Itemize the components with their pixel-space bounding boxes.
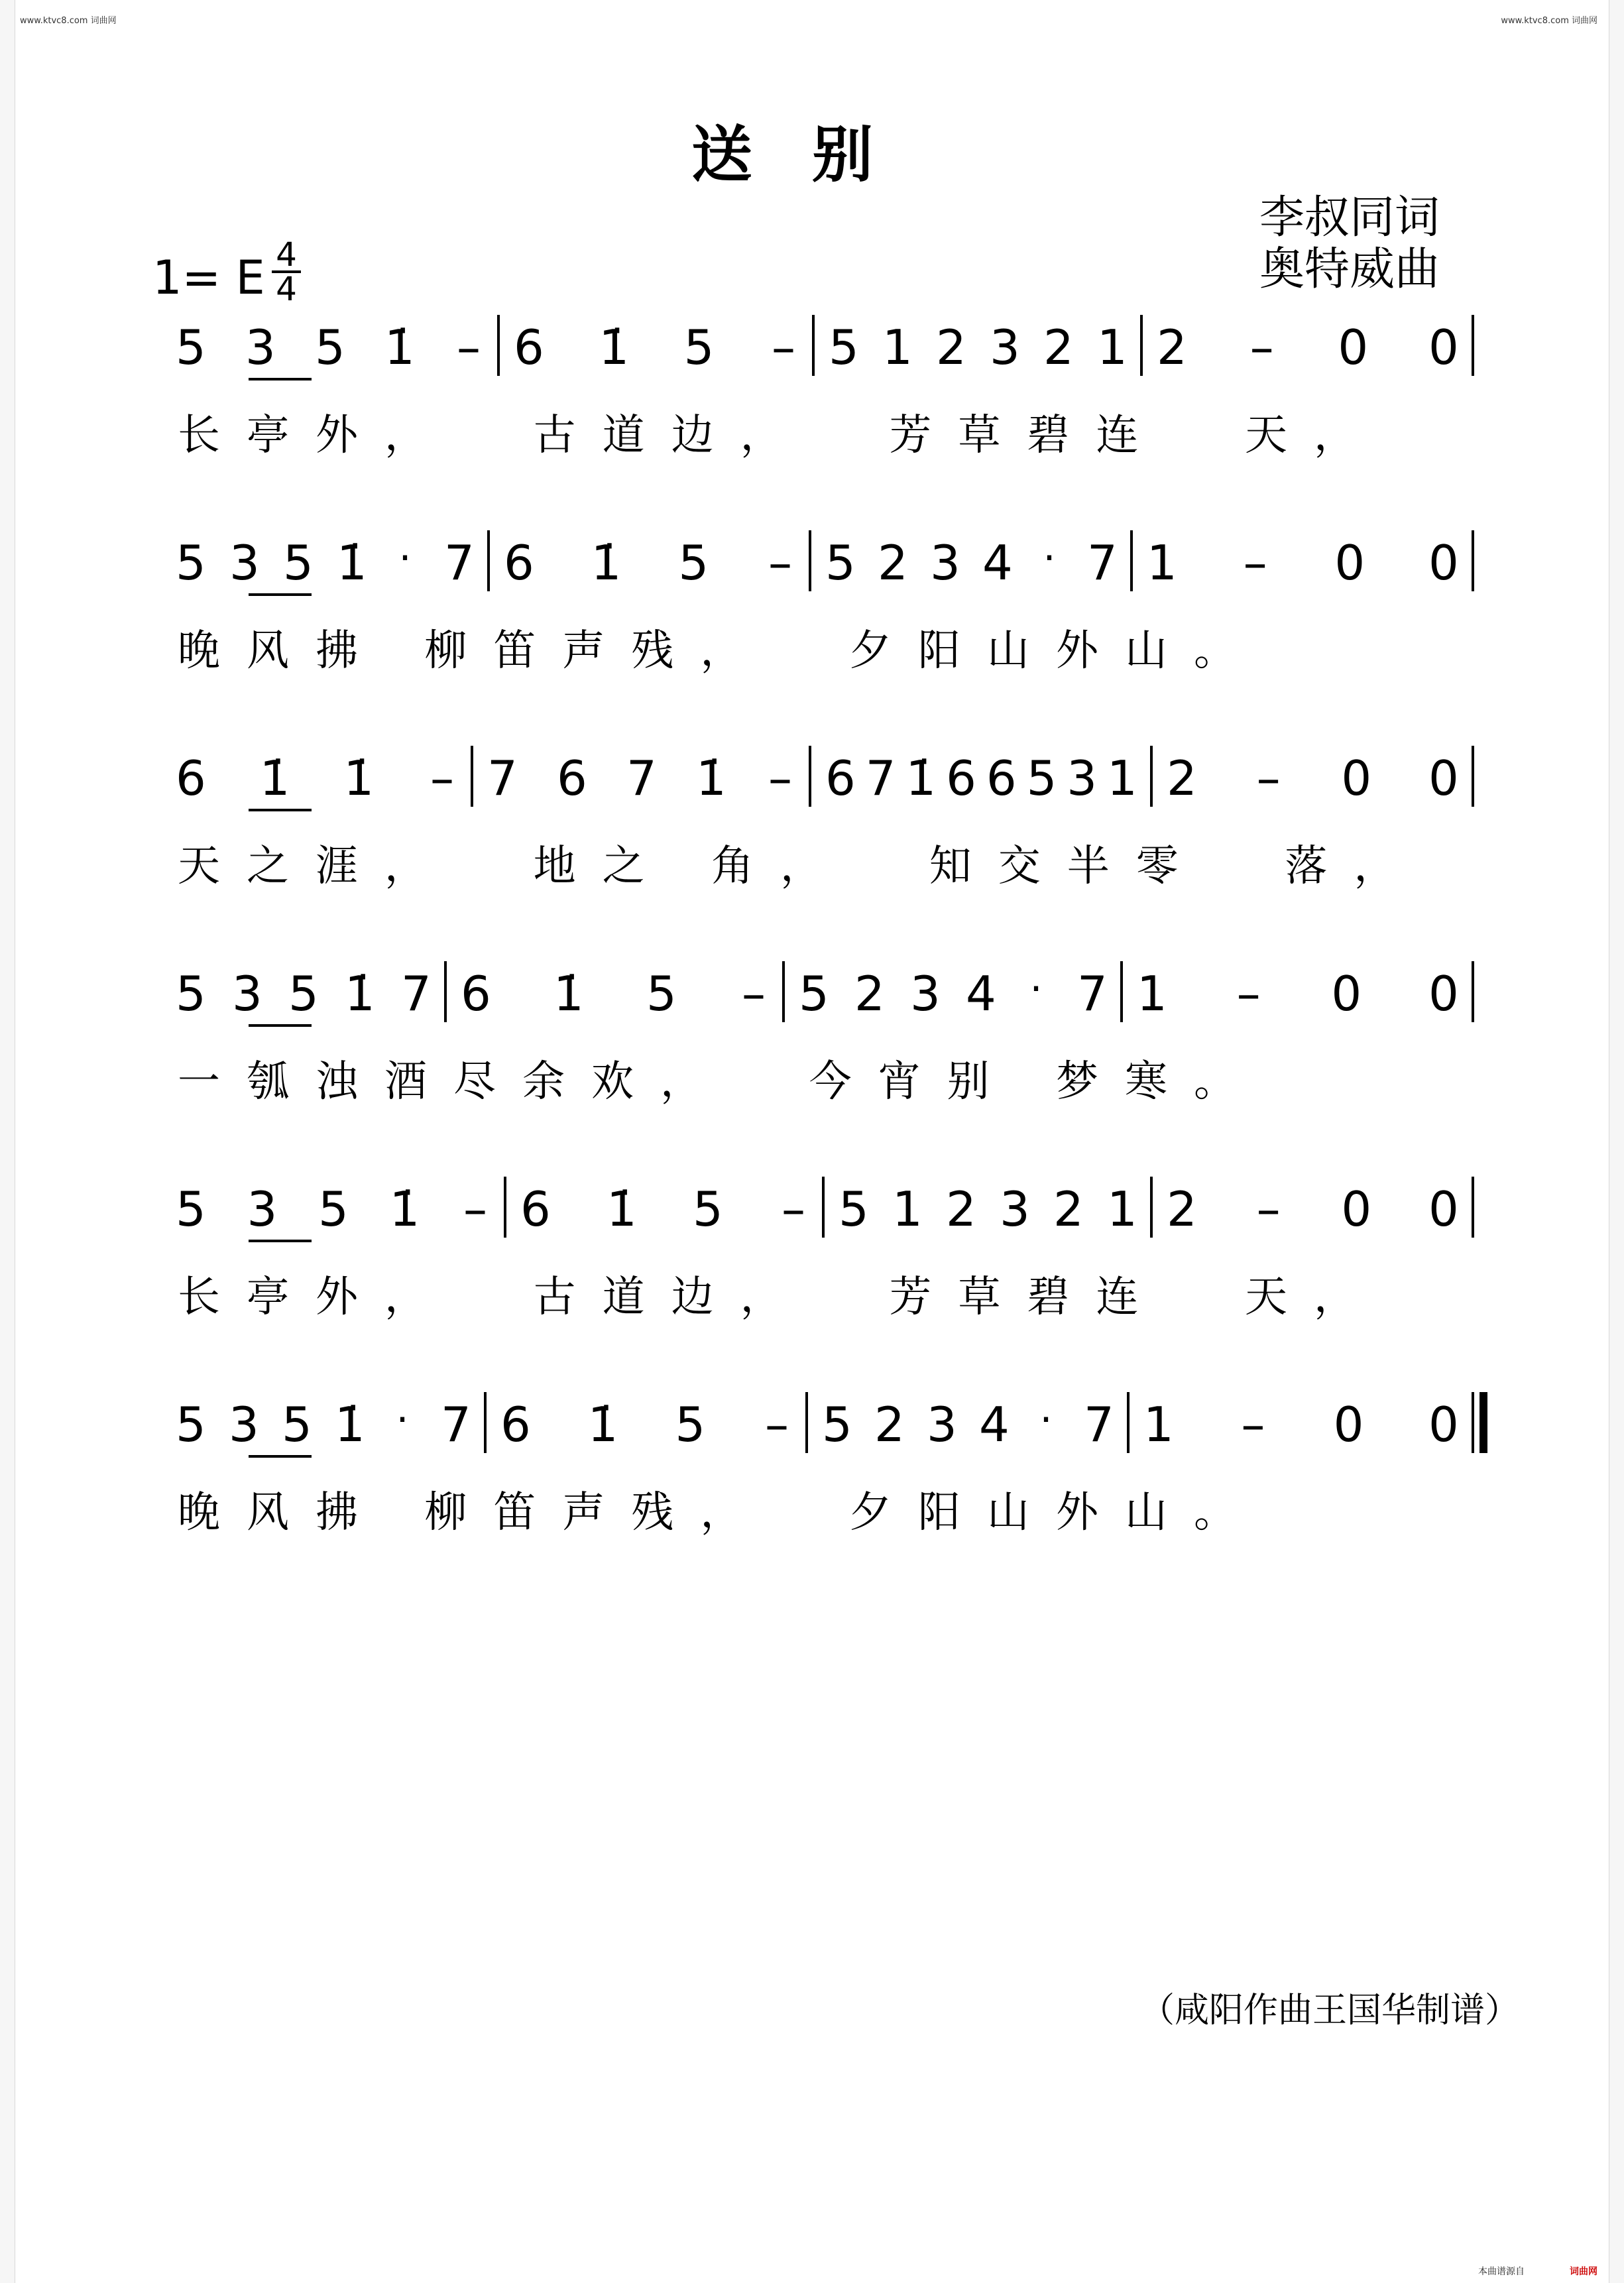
note: 1̇ bbox=[905, 750, 937, 806]
header-left-site: www.ktvc8.com 词曲网 bbox=[20, 16, 117, 26]
note: 5 bbox=[839, 1181, 869, 1237]
note: 6 bbox=[461, 966, 491, 1022]
note: 5 bbox=[646, 966, 677, 1022]
note: 4 bbox=[966, 966, 996, 1022]
barline bbox=[497, 315, 500, 376]
note: 2 bbox=[936, 320, 966, 375]
note: 1̇ bbox=[607, 1181, 637, 1237]
note: 2 bbox=[1167, 750, 1197, 806]
lyric-line: 天之涯， 地之 角， 知交半零 落， bbox=[178, 842, 1423, 891]
barline bbox=[1150, 746, 1153, 807]
note: 5 bbox=[822, 1397, 852, 1452]
note: 7 bbox=[401, 966, 432, 1022]
lyric-line: 一瓠浊酒尽余欢， 今宵别 梦寒。 bbox=[178, 1057, 1263, 1106]
note: – bbox=[765, 1397, 789, 1452]
note: 0 bbox=[1338, 320, 1369, 375]
note: 5 bbox=[176, 1397, 206, 1452]
barline-end bbox=[1472, 530, 1474, 591]
augmentation-dot: · bbox=[1039, 1397, 1053, 1443]
note: 1̇ bbox=[553, 966, 584, 1022]
note: 0 bbox=[1428, 966, 1459, 1022]
barline bbox=[809, 530, 811, 591]
header-right-site: www.ktvc8.com 词曲网 bbox=[1501, 16, 1597, 26]
note: 1̇ bbox=[384, 320, 415, 375]
note: 7 bbox=[441, 1397, 471, 1452]
note: 7 bbox=[487, 750, 518, 806]
note: – bbox=[463, 1181, 487, 1237]
note: 5 bbox=[288, 966, 319, 1022]
lyric-line: 晚风拂 柳笛声残， 夕阳山外山。 bbox=[178, 626, 1263, 675]
time-signature-bottom: 4 bbox=[276, 270, 297, 308]
beam-underline bbox=[249, 593, 312, 596]
lyric-line: 晚风拂 柳笛声残， 夕阳山外山。 bbox=[178, 1488, 1263, 1537]
note: 7 bbox=[444, 535, 475, 591]
note: 1̇ bbox=[599, 320, 630, 375]
note: 5 bbox=[283, 535, 314, 591]
note: 3 bbox=[229, 535, 260, 591]
note: 7 bbox=[1077, 966, 1108, 1022]
note: 3 bbox=[245, 320, 276, 375]
note: 1 bbox=[1137, 966, 1167, 1022]
beam-underline bbox=[249, 378, 312, 380]
beam-underline bbox=[249, 1240, 312, 1242]
note: 3 bbox=[1067, 750, 1098, 806]
note: 4 bbox=[979, 1397, 1010, 1452]
note: 6 bbox=[504, 535, 534, 591]
barline bbox=[484, 1392, 487, 1453]
barline bbox=[471, 746, 473, 807]
note: 0 bbox=[1341, 1181, 1372, 1237]
note: 6 bbox=[946, 750, 976, 806]
note: 3 bbox=[930, 535, 960, 591]
note: – bbox=[768, 535, 792, 591]
barline bbox=[444, 961, 447, 1022]
note: 1 bbox=[892, 1181, 923, 1237]
barline bbox=[1140, 315, 1143, 376]
note: 0 bbox=[1428, 1397, 1459, 1452]
note: 6 bbox=[500, 1397, 531, 1452]
note: 0 bbox=[1334, 535, 1365, 591]
note: 1̇ bbox=[696, 750, 726, 806]
note: 3 bbox=[247, 1181, 278, 1237]
note: 5 bbox=[678, 535, 709, 591]
barline bbox=[805, 1392, 808, 1453]
note: – bbox=[1243, 535, 1267, 591]
note: 1̇ bbox=[345, 966, 375, 1022]
note: 7 bbox=[1087, 535, 1118, 591]
note: 4 bbox=[982, 535, 1013, 591]
note: 3 bbox=[1000, 1181, 1030, 1237]
note: 6 bbox=[176, 750, 206, 806]
barline-end bbox=[1472, 746, 1474, 807]
note: – bbox=[1256, 1181, 1281, 1237]
note: 5 bbox=[693, 1181, 723, 1237]
note: 5 bbox=[799, 966, 829, 1022]
note: 5 bbox=[282, 1397, 312, 1452]
time-signature-top: 4 bbox=[272, 239, 301, 273]
note: 1 bbox=[1107, 750, 1137, 806]
note: 7 bbox=[1084, 1397, 1114, 1452]
note: 0 bbox=[1333, 1397, 1364, 1452]
note: – bbox=[1256, 750, 1281, 806]
note: – bbox=[782, 1181, 805, 1237]
note: 2 bbox=[1043, 320, 1074, 375]
song-title: 送别 bbox=[691, 119, 933, 190]
note: 2 bbox=[1053, 1181, 1084, 1237]
final-barline-thick bbox=[1479, 1392, 1487, 1453]
barline bbox=[1120, 961, 1123, 1022]
note: 5 bbox=[318, 1181, 349, 1237]
key-signature: 1= E bbox=[152, 251, 265, 305]
barline bbox=[822, 1177, 825, 1238]
note: 2 bbox=[946, 1181, 976, 1237]
note: 1̇ bbox=[335, 1397, 365, 1452]
brand-source-label: 本曲谱源自 bbox=[1478, 2266, 1525, 2277]
augmentation-dot: · bbox=[1043, 535, 1056, 581]
lyric-line: 长亭外， 古道边， 芳草碧连 天， bbox=[178, 1273, 1383, 1322]
arranger-note: （咸阳作曲王国华制谱） bbox=[1140, 1991, 1520, 2030]
barline bbox=[487, 530, 490, 591]
note: 6 bbox=[986, 750, 1017, 806]
lyricist-credit: 李叔同词 bbox=[1259, 192, 1440, 244]
brand-logo-text: 词曲网 bbox=[1570, 2266, 1597, 2277]
note: – bbox=[457, 320, 481, 375]
note: 5 bbox=[315, 320, 345, 375]
barline bbox=[812, 315, 815, 376]
beam-underline bbox=[249, 1024, 312, 1027]
note: 6 bbox=[825, 750, 856, 806]
barline bbox=[809, 746, 811, 807]
note: 1̇ bbox=[337, 535, 367, 591]
note: 5 bbox=[1026, 750, 1057, 806]
note: – bbox=[1241, 1397, 1265, 1452]
note: 1 bbox=[1147, 535, 1177, 591]
note: 3 bbox=[990, 320, 1020, 375]
barline-end bbox=[1472, 961, 1474, 1022]
note: 6 bbox=[514, 320, 544, 375]
note: 2 bbox=[1167, 1181, 1197, 1237]
final-barline-thin bbox=[1472, 1392, 1474, 1453]
note: 3 bbox=[229, 1397, 259, 1452]
note: 0 bbox=[1428, 750, 1459, 806]
note: 2 bbox=[1157, 320, 1187, 375]
note: 1 bbox=[1143, 1397, 1174, 1452]
barline-end bbox=[1472, 315, 1474, 376]
note: 1̇ bbox=[587, 1397, 618, 1452]
beam-underline bbox=[249, 809, 312, 811]
note: – bbox=[772, 320, 795, 375]
barline bbox=[1130, 530, 1133, 591]
barline-end bbox=[1472, 1177, 1474, 1238]
note: 0 bbox=[1331, 966, 1362, 1022]
note: – bbox=[742, 966, 766, 1022]
note: – bbox=[768, 750, 792, 806]
note: 5 bbox=[675, 1397, 706, 1452]
note: 5 bbox=[176, 320, 206, 375]
note: 1̇ bbox=[343, 750, 375, 806]
barline bbox=[504, 1177, 506, 1238]
composer-credit: 奥特威曲 bbox=[1259, 243, 1440, 296]
note: 1 bbox=[1107, 1181, 1137, 1237]
note: 0 bbox=[1428, 320, 1459, 375]
note: 2 bbox=[878, 535, 908, 591]
note: 0 bbox=[1428, 535, 1459, 591]
note: – bbox=[1249, 320, 1274, 375]
note: 7 bbox=[865, 750, 896, 806]
note: 3 bbox=[232, 966, 262, 1022]
note: 6 bbox=[557, 750, 587, 806]
note: 5 bbox=[176, 535, 206, 591]
note: 6 bbox=[520, 1181, 551, 1237]
note: 1̇ bbox=[591, 535, 622, 591]
note: – bbox=[430, 750, 454, 806]
barline bbox=[1150, 1177, 1153, 1238]
note: 1 bbox=[882, 320, 913, 375]
beam-underline bbox=[249, 1455, 312, 1458]
note: 1̇ bbox=[259, 750, 290, 806]
barline bbox=[782, 961, 785, 1022]
note: 5 bbox=[683, 320, 715, 375]
note: 5 bbox=[829, 320, 859, 375]
note: 7 bbox=[626, 750, 657, 806]
note: – bbox=[1236, 966, 1261, 1022]
note: 0 bbox=[1341, 750, 1372, 806]
note: 3 bbox=[927, 1397, 957, 1452]
augmentation-dot: · bbox=[396, 1397, 409, 1443]
note: 0 bbox=[1428, 1181, 1459, 1237]
note: 1̇ bbox=[389, 1181, 420, 1237]
lyric-line: 长亭外， 古道边， 芳草碧连 天， bbox=[178, 411, 1383, 460]
augmentation-dot: · bbox=[398, 535, 412, 581]
note: 5 bbox=[176, 1181, 206, 1237]
note: 5 bbox=[825, 535, 856, 591]
barline bbox=[1127, 1392, 1130, 1453]
note: 2 bbox=[854, 966, 885, 1022]
augmentation-dot: · bbox=[1029, 966, 1043, 1012]
note: 1 bbox=[1097, 320, 1128, 375]
note: 2 bbox=[874, 1397, 905, 1452]
note: 5 bbox=[176, 966, 206, 1022]
note: 3 bbox=[910, 966, 941, 1022]
